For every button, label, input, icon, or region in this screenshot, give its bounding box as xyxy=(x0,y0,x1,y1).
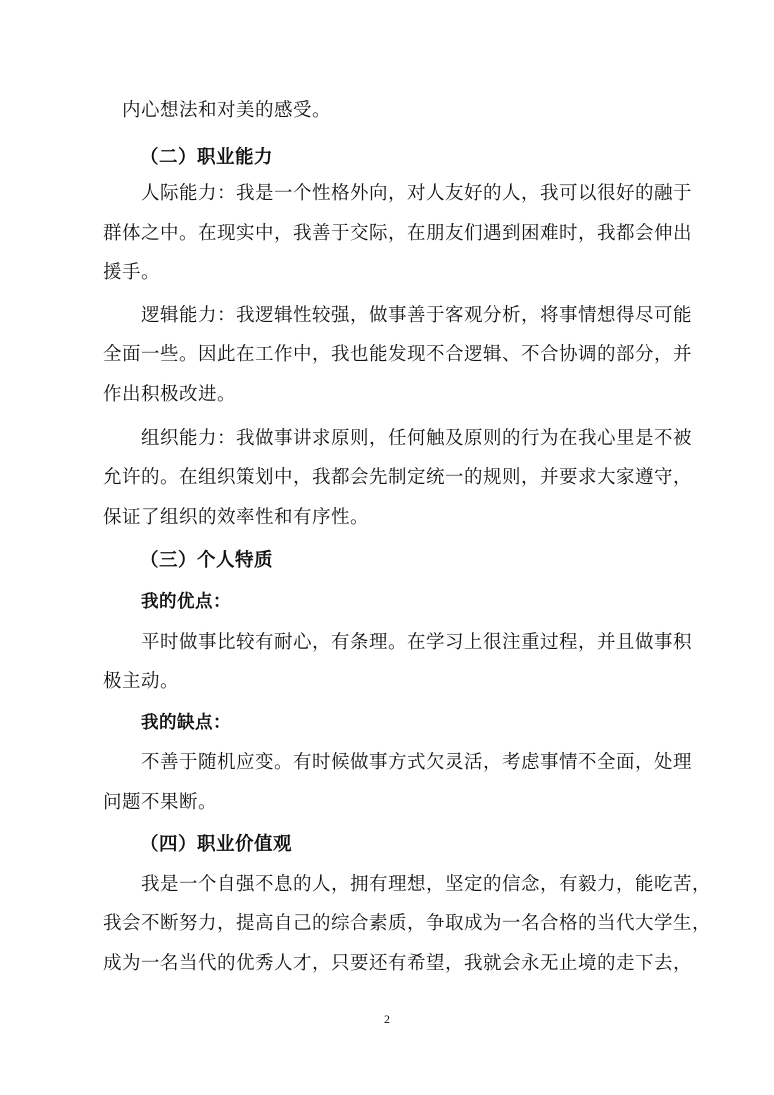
paragraph-line: 极主动。 xyxy=(103,671,180,692)
paragraph-line: 我是一个自强不息的人，拥有理想，坚定的信念，有毅力，能吃苦， xyxy=(141,874,712,895)
paragraph-line: 群体之中。在现实中，我善于交际，在朋友们遇到困难时，我都会伸出 xyxy=(103,223,693,244)
paragraph-line: 逻辑能力：我逻辑性较强，做事善于客观分析，将事情想得尽可能 xyxy=(141,305,693,326)
paragraph-line: 保证了组织的效率性和有序性。 xyxy=(103,507,370,528)
section-heading: （三）个人特质 xyxy=(140,550,274,571)
paragraph-line: 内心想法和对美的感受。 xyxy=(122,100,332,121)
paragraph-line: 组织能力：我做事讲求原则，任何触及原则的行为在我心里是不被 xyxy=(141,428,693,449)
paragraph-line: 援手。 xyxy=(103,262,161,283)
subsection-heading: 我的缺点： xyxy=(141,713,231,733)
paragraph-line: 问题不果断。 xyxy=(103,792,218,813)
paragraph-line: 成为一名当代的优秀人才，只要还有希望，我就会永无止境的走下去， xyxy=(103,953,693,974)
page-number: 2 xyxy=(384,1012,390,1026)
subsection-heading: 我的优点： xyxy=(141,592,231,612)
section-heading: （四）职业价值观 xyxy=(140,834,293,855)
paragraph-line: 平时做事比较有耐心，有条理。在学习上很注重过程，并且做事积 xyxy=(141,632,693,653)
paragraph-line: 不善于随机应变。有时候做事方式欠灵活，考虑事情不全面，处理 xyxy=(141,752,693,773)
paragraph-line: 允许的。在组织策划中，我都会先制定统一的规则，并要求大家遵守， xyxy=(103,467,693,488)
paragraph-line: 我会不断努力，提高自己的综合素质，争取成为一名合格的当代大学生， xyxy=(103,913,712,934)
section-heading: （二）职业能力 xyxy=(140,147,274,168)
paragraph-line: 作出积极改进。 xyxy=(103,384,237,405)
paragraph-line: 全面一些。因此在工作中，我也能发现不合逻辑、不合协调的部分，并 xyxy=(103,344,693,365)
paragraph-line: 人际能力：我是一个性格外向，对人友好的人，我可以很好的融于 xyxy=(141,183,693,204)
